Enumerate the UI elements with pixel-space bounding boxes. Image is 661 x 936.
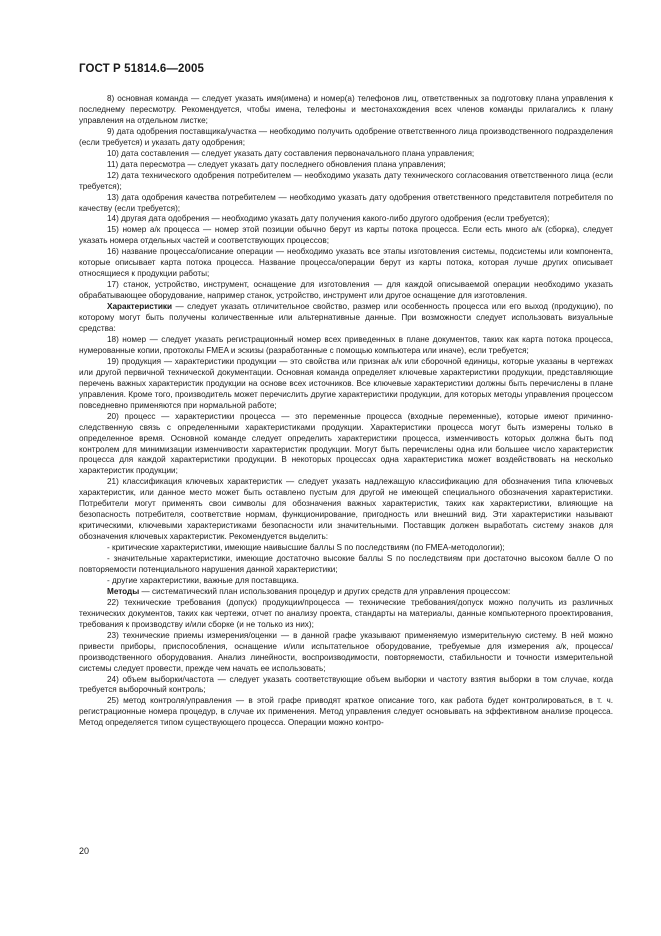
document-header: ГОСТ Р 51814.6—2005 [79,63,204,75]
dash-item-critical: - критические характеристики, имеющие наивысшие баллы S по последствиям (по FMEA-методологии); [107,543,505,553]
paragraph-item-11: 11) дата пересмотра — следует указать дату последнего обновления плана управления; [107,159,446,169]
paragraph-item-25: 25) метод контроля/управления — в этой графе приводят краткое описание того, как работа будет контролироваться, в т. ч. регистрационные номера процедур, в случае их применения. Метод управления следует основывать на эффективном анализе процесса. Метод определяется типом существующего процесса. Операции можно контро- [79,696,613,728]
paragraph-item-9: 9) дата одобрения поставщика/участка — необходимо получить одобрение ответственного лица производственного подразделения (если требуется) и указать дату одобрения; [79,126,613,147]
page-number: 20 [79,846,90,856]
paragraph-item-17: 17) станок, устройство, инструмент, оснащение для изготовления — для каждой описываемой операции необходимо указать обрабатывающее оборудование, например станок, устройство, инструмент или другое оснащение для изготовления. [79,280,613,301]
methods-intro [79,587,613,598]
methods-intro-text: — систематический план использования процедур и других средств для управления процессом: [139,586,511,596]
paragraph-item-24: 24) объем выборки/частота — следует указать соответствующие объем выборки и частоту взятия выборки в том случае, когда требуется выборочный контроль; [79,674,613,695]
methods-label: Методы [107,586,140,596]
paragraph-item-19: 19) продукция — характеристики продукции — это свойства или признак а/к или сборочной единицы, которые указаны в чертежах или другой первичной технической документации. Основная команда определяет ключевые характеристики продукции, представляющие перечень важных характеристик продукции на основе всех источников. Все ключевые характеристики должны быть перечислены в плане управления. Кроме того, производитель может перечислить другие характеристики продукции, для которых методы управления процессом повседневно применяются при нормальной работе; [79,356,613,410]
paragraph-item-23: 23) технические приемы измерения/оценки — в данной графе указывают применяемую измерительную систему. В ней можно привести приборы, приспособления, оснащение и/или испытательное оборудование, требуемые для измерения а/к, процесса/производственного оборудования. Анализ линейности, воспроизводимости, повторяемости, стабильности и точности измерительной системы следует провести, прежде чем начать ее использовать; [79,630,613,673]
paragraph-item-22: 22) технические требования (допуск) продукции/процесса — технические требования/допуск можно получить из различных технических документов, таких как чертежи, отчет по анализу проекта, стандарты на материалы, данные компьютерного проектирования, требования к производству и/или сборке (и не только из них); [79,597,613,629]
paragraph-item-16: 16) название процесса/описание операции — необходимо указать все этапы изготовления системы, подсистемы или компонента, которые описывает карта потока процесса. Название процесса/операции берут из карты потока, которая лучше других описывает относящиеся к продукции работы; [79,247,613,279]
paragraph-item-13: 13) дата одобрения качества потребителем — необходимо указать дату одобрения ответственного представителя потребителя по качеству (если требуется); [79,192,613,213]
paragraph-item-21: 21) классификация ключевых характеристик — следует указать надлежащую классификацию для обозначения типа ключевых характеристик, или данное место может быть оставлено пустым для другой не имеющей специального обозначения характеристики. Потребители могут применять свои символы для обозначения важных характеристик, таких как характеристики, влияющие на безопасность потребителя, соответствие нормам, функционирование, пригодность или внешний вид. Эти характеристики называют критическими, ключевыми характеристиками безопасности или значительными. Поставщик должен выработать систему знаков для обозначения ключевых характеристик. Рекомендуется выделить: [79,477,613,542]
paragraph-item-14: 14) другая дата одобрения — необходимо указать дату получения какого-либо другого одобрения (если требуется); [107,214,550,224]
paragraph-item-12: 12) дата технического одобрения потребителем — необходимо указать дату технического согласования ответственного лица (если требуется); [79,170,613,191]
characteristics-intro-text: — следует указать отличительное свойство, размер или особенность процесса или его выход (продукцию), по которому могут быть получены количественные или альтернативные данные. При возможности следует использовать визуальные средства: [79,302,613,334]
paragraph-item-15: 15) номер а/к процесса — номер этой позиции обычно берут из карты потока процесса. Если есть много а/к (сборка), следует указать номера отдельных частей и соответствующих процессов; [79,225,613,246]
document-body [79,94,613,729]
characteristics-intro [79,302,613,335]
dash-item-other: - другие характеристики, важные для поставщика. [107,575,299,585]
paragraph-item-18: 18) номер — следует указать регистрационный номер всех приведенных в плане документов, таких как карта потока процесса, нумерованные копии, протоколы FMEA и эскизы (разработанные с помощью компьютера или иначе), если требуется; [79,334,613,355]
dash-item-significant: - значительные характеристики, имеющие достаточно высокие баллы S по последствиям при достаточно высоком балле О по повторяемости потенциального нарушения данной характеристики; [79,554,613,574]
characteristics-label: Характеристики [107,302,172,312]
paragraph-item-10: 10) дата составления — следует указать дату составления первоначального плана управления; [107,148,475,158]
paragraph-item-20: 20) процесс — характеристики процесса — это переменные процесса (входные переменные), которые имеют причинно-следственную связь с определенными характеристиками продукции. Характеристики процесса могут быть измерены только в определенное время. Основной команде следует определить характеристики процесса, изменчивость которых должна быть под контролем для минимизации изменчивости характеристик продукции. Могут быть перечислены одна или большее число характеристик процесса для каждой характеристики продукции. В некоторых процессах одна характеристика может воздействовать на несколько характеристик продукции; [79,411,613,476]
paragraph-item-8: 8) основная команда — следует указать имя(имена) и номер(а) телефонов лиц, ответственных за подготовку плана управления к последнему пересмотру. Рекомендуется, чтобы имена, телефоны и местонахождения всех членов команды прилагались к плану управления на отдельном листке; [79,94,613,125]
